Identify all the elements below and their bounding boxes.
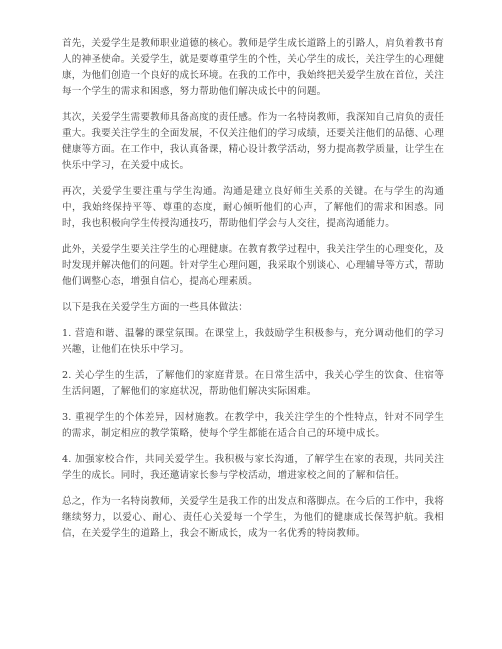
list-item-3: 3. 重视学生的个体差异，因材施教。在教学中，我关注学生的个性特点，针对不同学生的需求，制定相应的教学策略，使每个学生都能在适合自己的环境中成长。	[62, 412, 444, 439]
paragraph-responsibility: 其次，关爱学生需要教师具备高度的责任感。作为一名特岗教师，我深知自己肩负的责任重大。我要关注学生的全面发展，不仅关注他们的学习成绩，还要关注他们的品德、心理健康等方面。在工作中，我认真备课，精心设计教学活动，努力提高教学质量，让学生在快乐中学习，在关爱中成长。	[62, 112, 444, 171]
document-body	[62, 36, 444, 552]
paragraph-practices-intro: 以下是我在关爱学生方面的一些具体做法：	[62, 302, 249, 313]
paragraph-communication: 再次，关爱学生要注重与学生沟通。沟通是建立良好师生关系的关键。在与学生的沟通中，我始终保持平等、尊重的态度，耐心倾听他们的心声，了解他们的需求和困惑。同时，我也积极向学生传授沟通技巧，帮助他们学会与人交往，提高沟通能力。	[62, 186, 444, 229]
paragraph-mental-health: 此外，关爱学生要关注学生的心理健康。在教育教学过程中，我关注学生的心理变化，及时发现并解决他们的问题。针对学生心理问题，我采取个别谈心、心理辅导等方式，帮助他们调整心态，增强自信心，提高心理素质。	[62, 244, 444, 287]
paragraph-intro-first: 首先，关爱学生是教师职业道德的核心。教师是学生成长道路上的引路人，肩负着教书育人的神圣使命。关爱学生，就是要尊重学生的个性，关心学生的成长，关注学生的心理健康，为他们创造一个良好的成长环境。在我的工作中，我始终把关爱学生放在首位，关注每一个学生的需求和困惑，努力帮助他们解决成长中的问题。	[62, 38, 444, 97]
list-item-4: 4. 加强家校合作，共同关爱学生。我积极与家长沟通，了解学生在家的表现，共同关注学生的成长。同时，我还邀请家长参与学校活动，增进家校之间的了解和信任。	[62, 454, 444, 481]
paragraph-conclusion: 总之，作为一名特岗教师，关爱学生是我工作的出发点和落脚点。在今后的工作中，我将继续努力，以爱心、耐心、责任心关爱每一个学生，为他们的健康成长保驾护航。我相信，在关爱学生的道路上，我会不断成长，成为一名优秀的特岗教师。	[62, 496, 444, 539]
list-item-1: 1. 营造和谐、温馨的课堂氛围。在课堂上，我鼓励学生积极参与，充分调动他们的学习兴趣，让他们在快乐中学习。	[62, 328, 444, 355]
list-item-2: 2. 关心学生的生活，了解他们的家庭背景。在日常生活中，我关心学生的饮食、住宿等生活问题，了解他们的家庭状况，帮助他们解决实际困难。	[62, 370, 444, 397]
